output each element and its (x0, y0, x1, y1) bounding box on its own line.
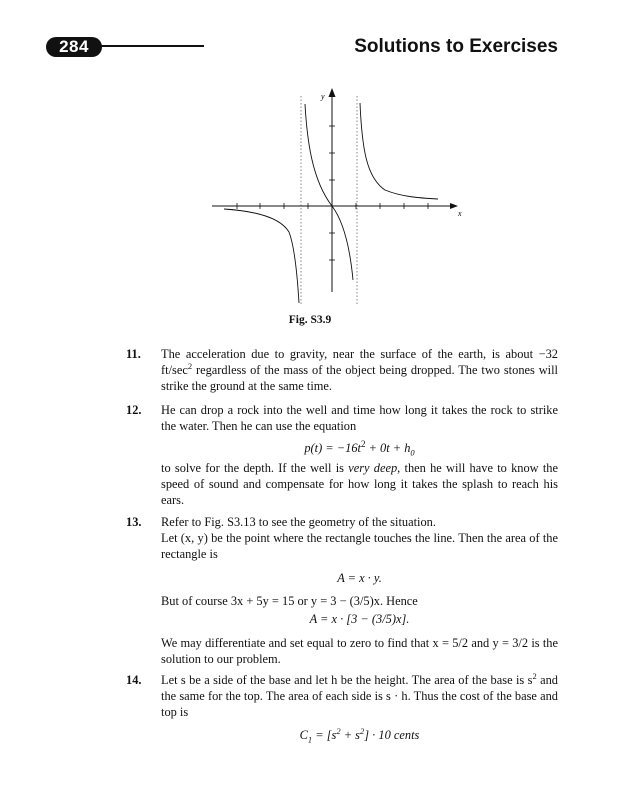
y-axis-label: y (321, 92, 325, 101)
x-axis-arrowhead (450, 203, 458, 209)
curve-branch-middle-lower (332, 206, 353, 280)
exercise-text-intro: He can drop a rock into the well and time how long it takes the rock to strike the water. Then he can use the equation (161, 403, 558, 434)
exercise-number: 12. (126, 403, 142, 417)
equation-area-substituted: A = x · [3 − (3/5)x]. (309, 612, 410, 627)
exercise-number: 13. (126, 515, 142, 529)
exercise-text: The acceleration due to gravity, near the surface of the earth, is about −32 $ft/\sec^2$ regardless of the mass of the object being dropped. The two stones will strike the ground at the same time. (161, 347, 558, 394)
y-axis-arrowhead (329, 88, 336, 97)
exercise-text-line3: But of course 3x + 5y = 15 or y = 3 − (3/5)x. Hence (161, 593, 418, 608)
figure-s3-9-graph (0, 0, 620, 320)
exercise-number: 14. (126, 673, 142, 687)
equation-cost: $C_1 = [s^2 + s^2] \cdot 10$ cents (299, 725, 420, 745)
exercise-text-line2: Let (x, y) be the point where the rectangle touches the line. Then the area of the rectangle is (161, 531, 558, 562)
page-number-badge: 284 (46, 37, 102, 57)
equation-area: A = x · y. (337, 570, 382, 585)
curve-branch-middle-upper (305, 104, 332, 206)
exercise-text-line1: Refer to Fig. S3.13 to see the geometry of the situation. (161, 515, 436, 529)
figure-caption: Fig. S3.9 (288, 314, 332, 326)
exercise-number: 11. (126, 347, 141, 361)
equation-depth: $p(t) = -16t^2 + 0t + h_0$ (304, 439, 415, 458)
running-head-title: Solutions to Exercises (354, 36, 558, 57)
exercise-text-outro: to solve for the depth. If the well is very deep, then he will have to know the speed of sound and compensate for how long it takes the splash to reach his ears. (161, 460, 558, 508)
exercise-text: Let s be a side of the base and let h be the height. The area of the base is $s^2$ and the same for the top. The area of each side is s · h. Thus the cost of the base and top is (161, 670, 558, 720)
curve-branch-right (360, 103, 438, 199)
x-axis-label: x (458, 209, 462, 218)
curve-branch-far-left (224, 209, 299, 303)
exercise-text-line4: We may differentiate and set equal to zero to find that x = 5/2 and y = 3/2 is the solution to our problem. (161, 636, 558, 667)
